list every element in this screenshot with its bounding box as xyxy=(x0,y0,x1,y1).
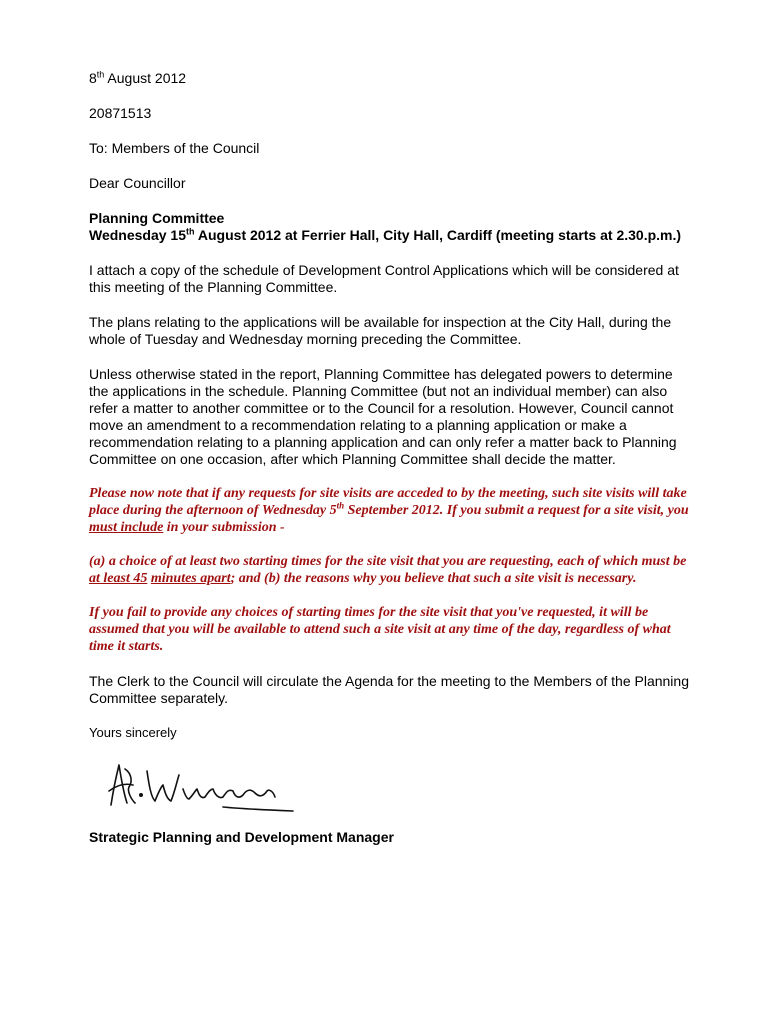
notice-requirements: (a) a choice of at least two starting times for the site visit that you are requesting, each of which must be at least 45 minutes apart; and (b) the reasons why you believe that such a site visit is necessary. xyxy=(89,554,687,586)
letter-date: 8th August 2012 xyxy=(89,69,187,86)
paragraph-schedule: I attach a copy of the schedule of Development Control Applications which will be considered at this meeting of the Planning Committee. xyxy=(89,262,679,295)
notice-assumption: If you fail to provide any choices of starting times for the site visit that you've requested, it will be assumed that you will be available to attend such a site visit at any time of the day, regardless of what time it starts. xyxy=(89,605,671,654)
reference-number: 20871513 xyxy=(89,105,152,121)
meeting-heading: Planning Committee Wednesday 15th August 2012 at Ferrier Hall, City Hall, Cardiff (meeting starts at 2.30.p.m.) xyxy=(89,210,682,243)
recipient-line: To: Members of the Council xyxy=(89,140,260,156)
paragraph-powers: Unless otherwise stated in the report, Planning Committee has delegated powers to determine the applications in the schedule. Planning Committee (but not an individual member) can also refer a matter to another committee or to the Council for a resolution. However, Council cannot move an amendment to a recommendation relating to a planning application or make a recommendation relating to a planning application and can only refer a matter back to Planning Committee on one occasion, after which Planning Committee shall decide the matter. xyxy=(89,366,677,467)
letter-body xyxy=(89,70,689,846)
closing-line: Yours sincerely xyxy=(89,725,177,740)
paragraph-agenda: The Clerk to the Council will circulate the Agenda for the meeting to the Members of the Planning Committee separately. xyxy=(89,673,689,706)
paragraph-plans: The plans relating to the applications will be available for inspection at the City Hall, during the whole of Tuesday and Wednesday morning preceding the Committee. xyxy=(89,314,672,347)
signature-image xyxy=(103,757,303,817)
notice-site-visits: Please now note that if any requests for site visits are acceded to by the meeting, such site visits will take place during the afternoon of Wednesday 5th September 2012. If you submit a request for a site visit, you must include in your submission - xyxy=(89,486,689,535)
salutation: Dear Councillor xyxy=(89,175,186,191)
signatory-title: Strategic Planning and Development Manager xyxy=(89,829,394,845)
